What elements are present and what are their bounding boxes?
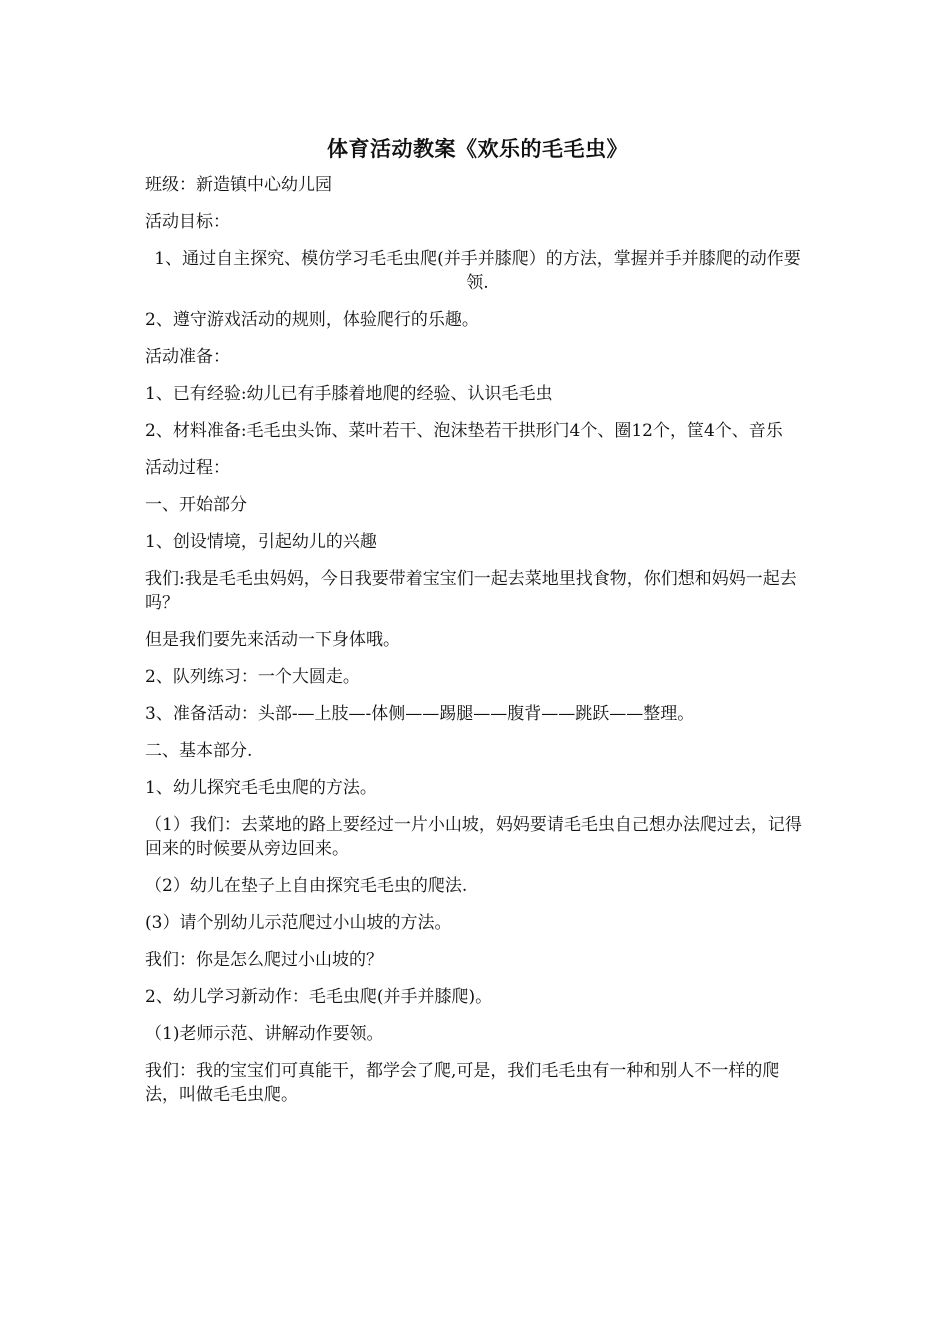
document-title: 体育活动教案《欢乐的毛毛虫》 bbox=[327, 136, 628, 161]
paragraph: 2、幼儿学习新动作：毛毛虫爬(并手并膝爬)。 bbox=[145, 987, 493, 1007]
paragraph: （1)老师示范、讲解动作要领。 bbox=[145, 1024, 384, 1044]
paragraph: 2、队列练习：一个大圆走。 bbox=[145, 667, 360, 687]
paragraph: （1）我们：去菜地的路上要经过一片小山坡，妈妈要请毛毛虫自己想办法爬过去，记得回来的时候要从旁边回来。 bbox=[145, 815, 802, 859]
paragraph: 1、已有经验:幼儿已有手膝着地爬的经验、认识毛毛虫 bbox=[145, 384, 553, 404]
paragraph: 活动目标： bbox=[145, 212, 230, 232]
paragraph: 二、基本部分. bbox=[145, 741, 253, 761]
paragraph: 我们：我的宝宝们可真能干，都学会了爬,可是，我们毛毛虫有一种和别人不一样的爬法，叫做毛毛虫爬。 bbox=[145, 1061, 780, 1105]
paragraph: (3）请个别幼儿示范爬过小山坡的方法。 bbox=[145, 913, 452, 933]
paragraph: 班级：新造镇中心幼儿园 bbox=[145, 175, 332, 195]
paragraph: 1、创设情境，引起幼儿的兴趣 bbox=[145, 532, 377, 552]
paragraph: 1、通过自主探究、模仿学习毛毛虫爬(并手并膝爬）的方法，掌握并手并膝爬的动作要领. bbox=[154, 249, 801, 293]
paragraph: 2、材料准备:毛毛虫头饰、菜叶若干、泡沫垫若干拱形门4个、圈12个，筐4个、音乐 bbox=[145, 421, 783, 441]
paragraph: 1、幼儿探究毛毛虫爬的方法。 bbox=[145, 778, 377, 798]
paragraph: 2、遵守游戏活动的规则，体验爬行的乐趣。 bbox=[145, 310, 479, 330]
document-page bbox=[145, 134, 810, 1120]
paragraph: （2）幼儿在垫子上自由探究毛毛虫的爬法. bbox=[145, 876, 468, 896]
paragraph: 但是我们要先来活动一下身体哦。 bbox=[145, 630, 400, 650]
paragraph: 我们：你是怎么爬过小山坡的？ bbox=[145, 950, 383, 970]
paragraph: 我们:我是毛毛虫妈妈，今日我要带着宝宝们一起去菜地里找食物，你们想和妈妈一起去吗？ bbox=[145, 569, 797, 613]
paragraph: 活动过程： bbox=[145, 458, 230, 478]
paragraph: 一、开始部分 bbox=[145, 495, 247, 515]
paragraph: 活动准备： bbox=[145, 347, 230, 367]
paragraph: 3、准备活动：头部-—上肢—-体侧——踢腿——腹背——跳跃——整理。 bbox=[145, 704, 695, 724]
document-body bbox=[145, 173, 810, 1107]
